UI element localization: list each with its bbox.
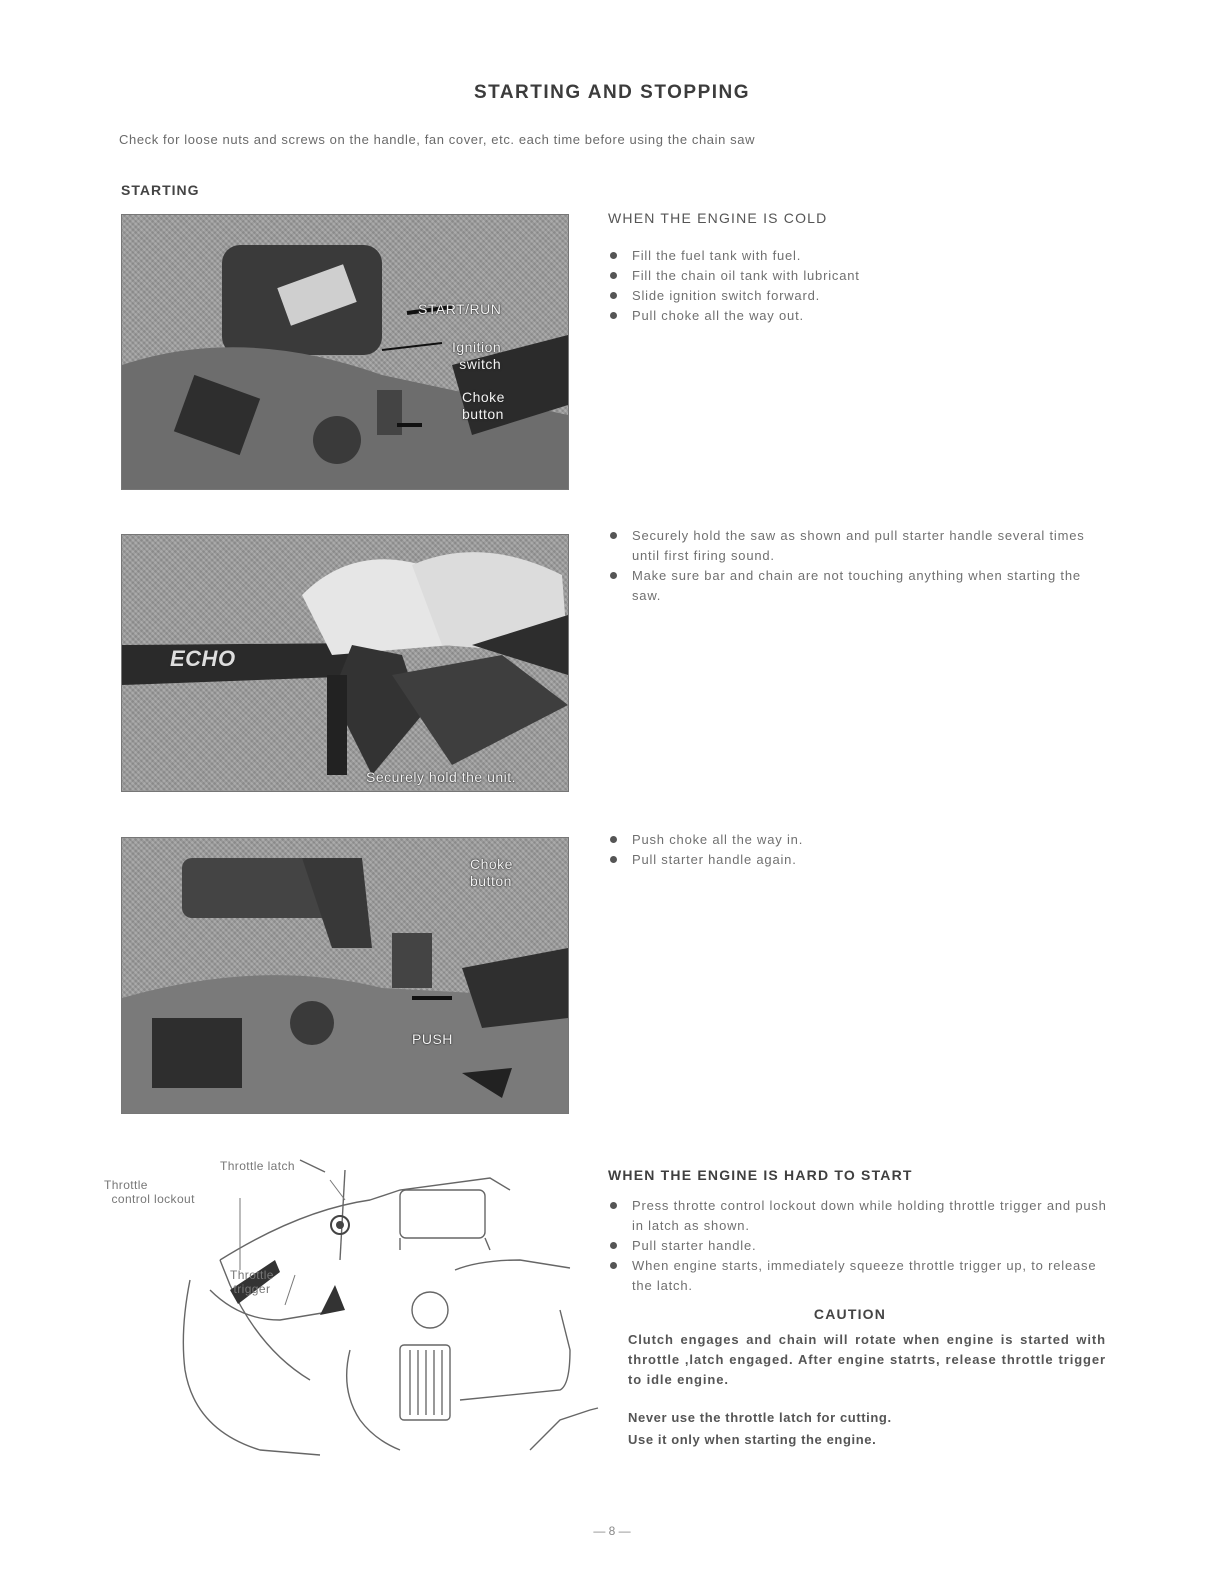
list-item: Pull starter handle. [608, 1236, 1108, 1256]
bullet-icon [610, 856, 617, 863]
photo-hold-saw [121, 534, 569, 792]
photo-ignition-choke [121, 214, 569, 490]
choke-button-label: Choke button [462, 389, 505, 422]
page-number: — 8 — [593, 1524, 631, 1538]
throttle-lockout-label: Throttle control lockout [104, 1178, 195, 1206]
throttle-diagram [100, 1150, 600, 1470]
page-title: STARTING AND STOPPING [473, 82, 751, 103]
start-run-label: START/RUN [418, 301, 502, 317]
bullet-icon [610, 1242, 617, 1249]
list-item: Slide ignition switch forward. [608, 286, 1048, 306]
cold-engine-heading: WHEN THE ENGINE IS COLD [608, 210, 828, 226]
throttle-trigger-label: Throttle trigger [230, 1268, 274, 1296]
bullet-icon [610, 572, 617, 579]
hard-start-heading: WHEN THE ENGINE IS HARD TO START [608, 1167, 913, 1183]
section-label-starting: STARTING [121, 182, 200, 198]
list-item: Make sure bar and chain are not touching anything when starting the saw. [608, 566, 1108, 606]
hold-saw-steps [608, 526, 1108, 606]
bullet-icon [610, 252, 617, 259]
bullet-icon [610, 312, 617, 319]
bullet-icon [610, 272, 617, 279]
caution-text: Clutch engages and chain will rotate when engine is started with throttle ,latch engaged. After engine statrts, release throttle trigger to idle engine. [628, 1332, 1106, 1387]
list-item: Fill the fuel tank with fuel. [608, 246, 1048, 266]
choke-button-label-2: Choke button [470, 856, 513, 889]
push-label: PUSH [412, 1031, 453, 1047]
caution-line-1: Never use the throttle latch for cutting. [628, 1410, 892, 1425]
ignition-switch-label: Ignition switch [452, 339, 502, 372]
hold-unit-caption: Securely hold the unit. [366, 769, 517, 785]
bullet-icon [610, 836, 617, 843]
intro-text: Check for loose nuts and screws on the handle, fan cover, etc. each time before using the chain saw [119, 132, 756, 147]
bullet-icon [610, 1202, 617, 1209]
list-item: Fill the chain oil tank with lubricant [608, 266, 1048, 286]
throttle-latch-label: Throttle latch [220, 1159, 295, 1173]
caution-line-2: Use it only when starting the engine. [628, 1432, 877, 1447]
choke-in-steps [608, 830, 1048, 870]
list-item: Pull choke all the way out. [608, 306, 1048, 326]
hard-start-steps [608, 1196, 1108, 1296]
list-item: When engine starts, immediately squeeze throttle trigger up, to release the latch. [608, 1256, 1108, 1296]
cold-engine-steps [608, 246, 1048, 326]
list-item: Pull starter handle again. [608, 850, 1048, 870]
bullet-icon [610, 1262, 617, 1269]
photo-push-choke [121, 837, 569, 1114]
echo-brand-label: ECHO [170, 646, 236, 671]
list-item: Push choke all the way in. [608, 830, 1048, 850]
list-item: Press throtte control lockout down while holding throttle trigger and push in latch as shown. [608, 1196, 1108, 1236]
bullet-icon [610, 532, 617, 539]
list-item: Securely hold the saw as shown and pull starter handle several times until first firing sound. [608, 526, 1108, 566]
bullet-icon [610, 292, 617, 299]
caution-title: CAUTION [813, 1306, 887, 1322]
